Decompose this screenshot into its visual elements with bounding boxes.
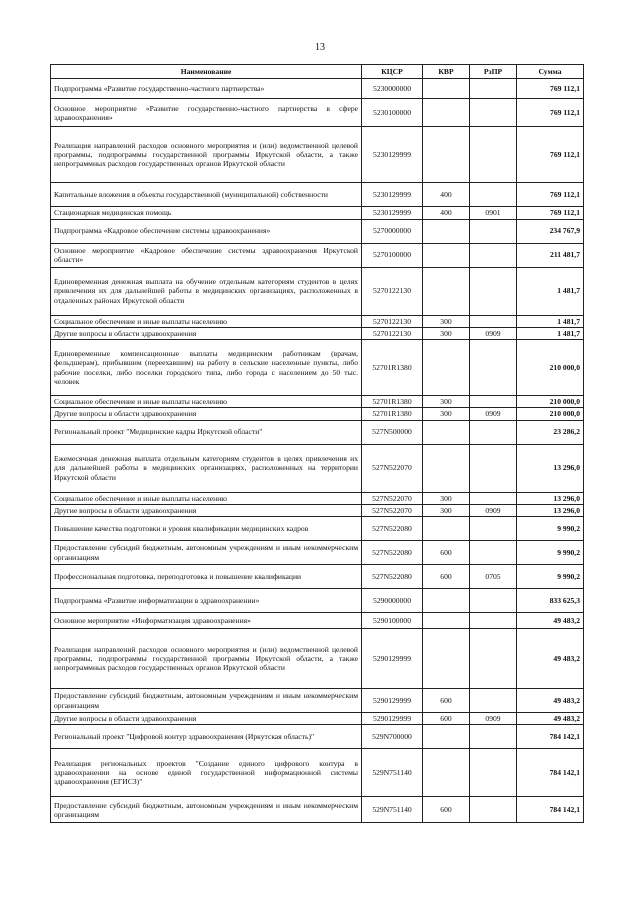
- header-sum: Сумма: [517, 65, 584, 79]
- cell-kcsr: 527N522070: [362, 492, 423, 504]
- cell-rzpr: [470, 99, 517, 127]
- table-row: [51, 420, 584, 444]
- cell-kcsr: 52701R1380: [362, 340, 423, 396]
- cell-sum: 769 112,1: [517, 79, 584, 99]
- cell-kcsr: 5230129999: [362, 207, 423, 219]
- cell-kcsr: 527N500000: [362, 420, 423, 444]
- cell-kcsr: 5270000000: [362, 219, 423, 243]
- cell-name: Предоставление субсидий бюджетным, автономным учреждениям и иным некоммерческим организациям: [51, 689, 362, 713]
- cell-kvr: 300: [423, 327, 470, 339]
- cell-kcsr: 5290129999: [362, 629, 423, 689]
- cell-kcsr: 5230129999: [362, 183, 423, 207]
- cell-kcsr: 527N522080: [362, 565, 423, 589]
- cell-kcsr: 5290129999: [362, 689, 423, 713]
- cell-sum: 210 000,0: [517, 340, 584, 396]
- cell-sum: 784 142,1: [517, 725, 584, 749]
- cell-name: Повышение качества подготовки и уровня квалификации медицинских кадров: [51, 517, 362, 541]
- cell-name: Подпрограмма «Развитие информатизации в здравоохранении»: [51, 589, 362, 613]
- cell-kvr: [423, 99, 470, 127]
- cell-kcsr: 527N522070: [362, 444, 423, 492]
- cell-name: Другие вопросы в области здравоохранения: [51, 408, 362, 420]
- cell-sum: 13 296,0: [517, 492, 584, 504]
- table-row: [51, 79, 584, 99]
- cell-kcsr: 5230129999: [362, 127, 423, 183]
- table-row: [51, 267, 584, 315]
- cell-rzpr: [470, 420, 517, 444]
- cell-rzpr: [470, 492, 517, 504]
- cell-kcsr: 52701R1380: [362, 396, 423, 408]
- cell-kvr: 600: [423, 689, 470, 713]
- cell-name: Профессиональная подготовка, переподготовка и повышение квалификации: [51, 565, 362, 589]
- table-row: [51, 629, 584, 689]
- cell-kvr: 600: [423, 541, 470, 565]
- table-row: [51, 340, 584, 396]
- table-row: [51, 492, 584, 504]
- cell-kvr: 300: [423, 408, 470, 420]
- cell-sum: 234 767,9: [517, 219, 584, 243]
- cell-kvr: 300: [423, 315, 470, 327]
- cell-name: Региональный проект "Цифровой контур здравоохранения (Иркутская область)": [51, 725, 362, 749]
- table-row: [51, 127, 584, 183]
- cell-sum: 769 112,1: [517, 99, 584, 127]
- cell-rzpr: [470, 689, 517, 713]
- cell-rzpr: [470, 541, 517, 565]
- cell-sum: 49 483,2: [517, 713, 584, 725]
- cell-kcsr: 5230000000: [362, 79, 423, 99]
- cell-kcsr: 5270122130: [362, 327, 423, 339]
- cell-rzpr: [470, 725, 517, 749]
- cell-kvr: 400: [423, 207, 470, 219]
- cell-kvr: [423, 243, 470, 267]
- cell-name: Основное мероприятие «Информатизация здравоохранения»: [51, 613, 362, 629]
- table-row: [51, 243, 584, 267]
- table-row: [51, 504, 584, 516]
- table-row: [51, 444, 584, 492]
- table-row: [51, 408, 584, 420]
- cell-sum: 833 625,3: [517, 589, 584, 613]
- cell-sum: 13 296,0: [517, 444, 584, 492]
- cell-name: Основное мероприятие «Развитие государственно-частного партнерства в сфере здравоохранения»: [51, 99, 362, 127]
- table-row: [51, 315, 584, 327]
- cell-sum: 784 142,1: [517, 797, 584, 823]
- cell-rzpr: [470, 315, 517, 327]
- cell-rzpr: [470, 749, 517, 797]
- cell-kcsr: 5290129999: [362, 713, 423, 725]
- cell-name: Региональный проект "Медицинские кадры Иркутской области": [51, 420, 362, 444]
- cell-rzpr: [470, 79, 517, 99]
- cell-rzpr: [470, 243, 517, 267]
- header-name: Наименование: [51, 65, 362, 79]
- table-header-row: [51, 65, 584, 79]
- cell-kcsr: 52701R1380: [362, 408, 423, 420]
- cell-rzpr: [470, 444, 517, 492]
- cell-kvr: [423, 79, 470, 99]
- cell-name: Социальное обеспечение и иные выплаты населению: [51, 315, 362, 327]
- cell-rzpr: [470, 517, 517, 541]
- cell-rzpr: [470, 127, 517, 183]
- cell-sum: 49 483,2: [517, 629, 584, 689]
- cell-sum: 769 112,1: [517, 127, 584, 183]
- cell-name: Реализация региональных проектов "Создание единого цифрового контура в здравоохранении на основе единой государственной информационной системы здравоохранения (ЕГИСЗ)": [51, 749, 362, 797]
- table-row: [51, 713, 584, 725]
- cell-sum: 23 286,2: [517, 420, 584, 444]
- cell-sum: 1 481,7: [517, 267, 584, 315]
- cell-name: Единовременные компенсационные выплаты медицинским работникам (врачам, фельдшерам), прибывшим (переехавшим) на работу в сельские населенные пункты, либо рабочие поселки, либо поселки городского типа, либо города с населением до 50 тыс. человек: [51, 340, 362, 396]
- cell-sum: 210 000,0: [517, 408, 584, 420]
- cell-sum: 1 481,7: [517, 315, 584, 327]
- cell-kcsr: 5230100000: [362, 99, 423, 127]
- cell-name: Социальное обеспечение и иные выплаты населению: [51, 492, 362, 504]
- table-row: [51, 207, 584, 219]
- table-row: [51, 689, 584, 713]
- table-row: [51, 589, 584, 613]
- cell-kvr: [423, 629, 470, 689]
- cell-rzpr: [470, 613, 517, 629]
- cell-kvr: [423, 749, 470, 797]
- cell-kcsr: 529N751140: [362, 797, 423, 823]
- cell-name: Подпрограмма «Развитие государственно-частного партнерства»: [51, 79, 362, 99]
- cell-kvr: 600: [423, 565, 470, 589]
- cell-rzpr: [470, 183, 517, 207]
- cell-name: Реализация направлений расходов основного мероприятия и (или) ведомственной целевой программы, подпрограммы государственной программы Иркутской области, а также непрограммных расходов государственных органов Иркутской области: [51, 127, 362, 183]
- table-row: [51, 565, 584, 589]
- cell-name: Другие вопросы в области здравоохранения: [51, 327, 362, 339]
- cell-rzpr: [470, 797, 517, 823]
- cell-kcsr: 5270122130: [362, 267, 423, 315]
- cell-sum: 49 483,2: [517, 689, 584, 713]
- cell-sum: 9 990,2: [517, 565, 584, 589]
- table-row: [51, 613, 584, 629]
- cell-kvr: 600: [423, 713, 470, 725]
- cell-rzpr: [470, 267, 517, 315]
- cell-kcsr: 529N700000: [362, 725, 423, 749]
- cell-name: Подпрограмма «Кадровое обеспечение системы здравоохранения»: [51, 219, 362, 243]
- cell-name: Предоставление субсидий бюджетным, автономным учреждениям и иным некоммерческим организациям: [51, 541, 362, 565]
- cell-kvr: 400: [423, 183, 470, 207]
- cell-kcsr: 527N522070: [362, 504, 423, 516]
- cell-rzpr: 0909: [470, 504, 517, 516]
- cell-kvr: 300: [423, 492, 470, 504]
- cell-name: Капитальные вложения в объекты государственной (муниципальной) собственности: [51, 183, 362, 207]
- cell-kcsr: 5270122130: [362, 315, 423, 327]
- cell-rzpr: [470, 340, 517, 396]
- cell-sum: 769 112,1: [517, 207, 584, 219]
- cell-kcsr: 527N522080: [362, 517, 423, 541]
- table-row: [51, 797, 584, 823]
- cell-sum: 9 990,2: [517, 541, 584, 565]
- cell-rzpr: 0909: [470, 327, 517, 339]
- cell-sum: 9 990,2: [517, 517, 584, 541]
- header-kcsr: КЦСР: [362, 65, 423, 79]
- cell-kvr: [423, 517, 470, 541]
- cell-sum: 13 296,0: [517, 504, 584, 516]
- cell-rzpr: [470, 629, 517, 689]
- cell-rzpr: 0909: [470, 408, 517, 420]
- cell-name: Ежемесячная денежная выплата отдельным категориям студентов в целях привлечения их для дальнейшей работы в медицинских организациях, расположенных на территории Иркутской области: [51, 444, 362, 492]
- cell-kvr: [423, 444, 470, 492]
- cell-kvr: 300: [423, 396, 470, 408]
- header-kvr: КВР: [423, 65, 470, 79]
- cell-sum: 1 481,7: [517, 327, 584, 339]
- table-row: [51, 725, 584, 749]
- page-number: 13: [315, 42, 325, 53]
- cell-name: Предоставление субсидий бюджетным, автономным учреждениям и иным некоммерческим организациям: [51, 797, 362, 823]
- cell-name: Другие вопросы в области здравоохранения: [51, 713, 362, 725]
- cell-rzpr: 0705: [470, 565, 517, 589]
- table-row: [51, 219, 584, 243]
- header-rzpr: РзПР: [470, 65, 517, 79]
- cell-rzpr: 0909: [470, 713, 517, 725]
- table-row: [51, 517, 584, 541]
- cell-kvr: [423, 340, 470, 396]
- cell-kvr: [423, 127, 470, 183]
- table-body: [51, 79, 584, 823]
- cell-kvr: 300: [423, 504, 470, 516]
- cell-sum: 49 483,2: [517, 613, 584, 629]
- cell-kvr: [423, 219, 470, 243]
- cell-name: Стационарная медицинская помощь: [51, 207, 362, 219]
- cell-kcsr: 5270100000: [362, 243, 423, 267]
- cell-kvr: [423, 613, 470, 629]
- cell-kcsr: 5290000000: [362, 589, 423, 613]
- table-row: [51, 327, 584, 339]
- cell-kvr: [423, 589, 470, 613]
- cell-name: Основное мероприятие «Кадровое обеспечение системы здравоохранения Иркутской области»: [51, 243, 362, 267]
- cell-sum: 784 142,1: [517, 749, 584, 797]
- cell-name: Социальное обеспечение и иные выплаты населению: [51, 396, 362, 408]
- cell-kvr: [423, 267, 470, 315]
- cell-rzpr: [470, 219, 517, 243]
- table-row: [51, 749, 584, 797]
- cell-kcsr: 527N522080: [362, 541, 423, 565]
- cell-kvr: 600: [423, 797, 470, 823]
- cell-kvr: [423, 420, 470, 444]
- cell-rzpr: [470, 396, 517, 408]
- cell-name: Другие вопросы в области здравоохранения: [51, 504, 362, 516]
- cell-sum: 210 000,0: [517, 396, 584, 408]
- cell-rzpr: [470, 589, 517, 613]
- cell-sum: 769 112,1: [517, 183, 584, 207]
- table-row: [51, 99, 584, 127]
- cell-kvr: [423, 725, 470, 749]
- cell-sum: 211 481,7: [517, 243, 584, 267]
- budget-table: [50, 64, 584, 823]
- table-row: [51, 183, 584, 207]
- table-row: [51, 541, 584, 565]
- cell-kcsr: 529N751140: [362, 749, 423, 797]
- cell-rzpr: 0901: [470, 207, 517, 219]
- table-row: [51, 396, 584, 408]
- cell-kcsr: 5290100000: [362, 613, 423, 629]
- cell-name: Единовременная денежная выплата на обучение отдельным категориям студентов в целях привлечения их для дальнейшей работы в медицинских организациях, расположенных в отдаленных районах Иркутской области: [51, 267, 362, 315]
- cell-name: Реализация направлений расходов основного мероприятия и (или) ведомственной целевой программы, подпрограммы государственной программы Иркутской области, а также непрограммных расходов государственных органов Иркутской области: [51, 629, 362, 689]
